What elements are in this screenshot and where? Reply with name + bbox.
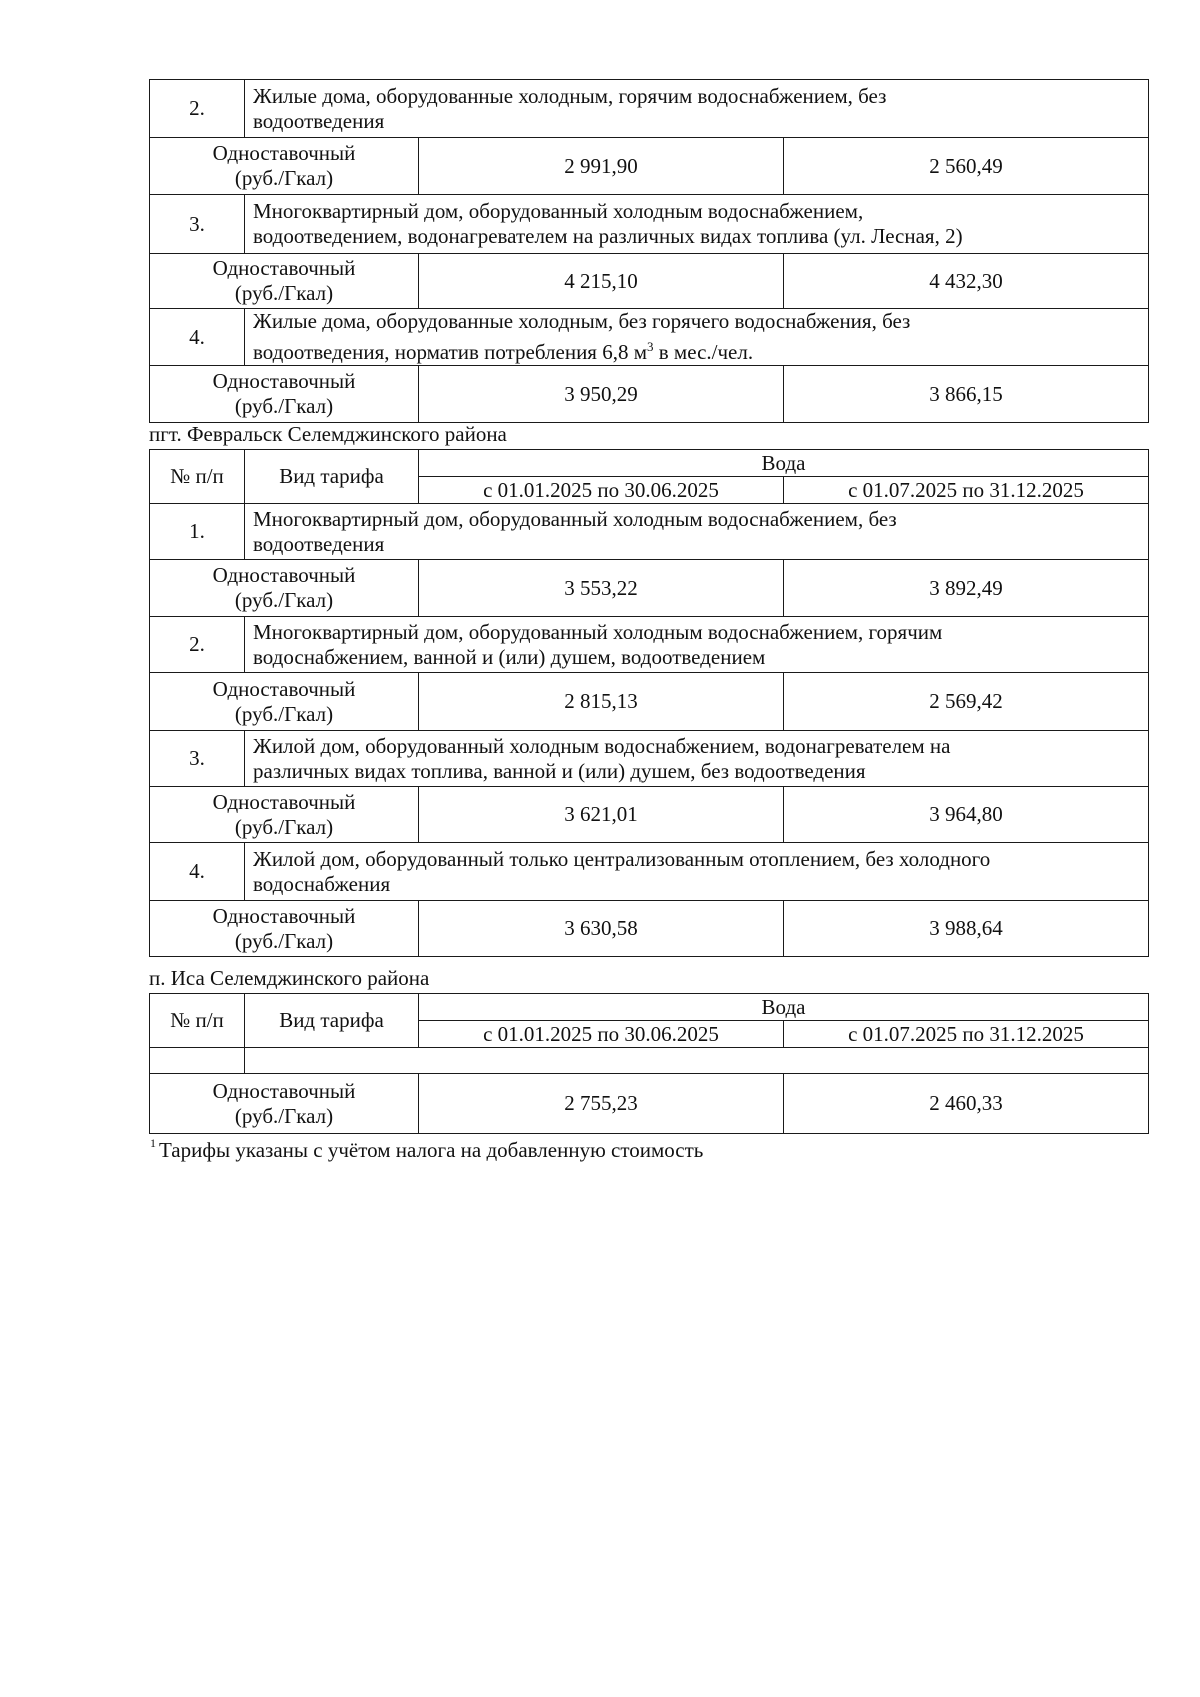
table-row xyxy=(150,366,1149,423)
section-caption-fevralsk: пгт. Февральск Селемджинского района xyxy=(149,422,507,446)
header-tariff-type: Вид тарифа xyxy=(245,994,419,1048)
tariff-value-h1: 2 991,90 xyxy=(419,138,784,195)
table-row xyxy=(150,309,1149,366)
row-number: 2. xyxy=(150,617,245,673)
tariff-type: Одноставочный (руб./Гкал) xyxy=(150,901,419,957)
tariff-value-h2: 3 988,64 xyxy=(784,901,1149,957)
table-row xyxy=(150,80,1149,138)
row-description: Жилой дом, оборудованный только централизованным отоплением, без холодного водоснабжения xyxy=(245,843,1149,901)
tariff-value-h2: 3 866,15 xyxy=(784,366,1149,423)
row-description: Многоквартирный дом, оборудованный холодным водоснабжением, без водоотведения xyxy=(245,504,1149,560)
tariff-value-h2: 2 569,42 xyxy=(784,673,1149,731)
row-description: Жилой дом, оборудованный холодным водоснабжением, водонагревателем на различных видах топлива, ванной и (или) душем, без водоотведения xyxy=(245,731,1149,787)
tariff-value-h2: 2 460,33 xyxy=(784,1074,1149,1134)
table-header-row xyxy=(150,450,1149,477)
header-period-2: с 01.07.2025 по 31.12.2025 xyxy=(784,1021,1149,1048)
tariff-type: Одноставочный (руб./Гкал) xyxy=(150,366,419,423)
footnote-mark: 1 xyxy=(150,1136,156,1150)
footnote xyxy=(150,1136,704,1163)
row-number: 3. xyxy=(150,195,245,254)
header-number: № п/п xyxy=(150,450,245,504)
table-row xyxy=(150,560,1149,617)
table-row xyxy=(150,617,1149,673)
row-number: 4. xyxy=(150,309,245,366)
header-water: Вода xyxy=(419,450,1149,477)
tariff-value-h1: 3 621,01 xyxy=(419,787,784,843)
table-header-row xyxy=(150,994,1149,1021)
tariff-table-isa xyxy=(149,993,1149,1134)
row-number: 4. xyxy=(150,843,245,901)
header-number: № п/п xyxy=(150,994,245,1048)
table-row xyxy=(150,195,1149,254)
row-description: Жилые дома, оборудованные холодным, без горячего водоснабжения, без водоотведения, норматив потребления 6,8 $м^3$ в мес./чел. xyxy=(245,309,1149,366)
table-row xyxy=(150,843,1149,901)
row-description: Жилые дома, оборудованные холодным, горячим водоснабжением, без водоотведения xyxy=(245,80,1149,138)
tariff-value-h1: 3 950,29 xyxy=(419,366,784,423)
row-description: Многоквартирный дом, оборудованный холодным водоснабжением, водоотведением, водонагревателем на различных видах топлива (ул. Лесная, 2) xyxy=(245,195,1149,254)
tariff-value-h1: 2 755,23 xyxy=(419,1074,784,1134)
header-water: Вода xyxy=(419,994,1149,1021)
row-number: 3. xyxy=(150,731,245,787)
tariff-value-h2: 2 560,49 xyxy=(784,138,1149,195)
tariff-type: Одноставочный (руб./Гкал) xyxy=(150,254,419,309)
header-period-2: с 01.07.2025 по 31.12.2025 xyxy=(784,477,1149,504)
empty-cell xyxy=(150,1048,245,1074)
section-caption-isa: п. Иса Селемджинского района xyxy=(149,966,430,990)
tariff-value-h1: 3 630,58 xyxy=(419,901,784,957)
table-row xyxy=(150,673,1149,731)
table-row xyxy=(150,731,1149,787)
tariff-value-h2: 3 892,49 xyxy=(784,560,1149,617)
tariff-type: Одноставочный (руб./Гкал) xyxy=(150,787,419,843)
tariff-value-h2: 3 964,80 xyxy=(784,787,1149,843)
table-row xyxy=(150,138,1149,195)
empty-cell xyxy=(245,1048,1149,1074)
table-row xyxy=(150,254,1149,309)
header-period-1: с 01.01.2025 по 30.06.2025 xyxy=(419,477,784,504)
table-row xyxy=(150,504,1149,560)
tariff-value-h1: 2 815,13 xyxy=(419,673,784,731)
tariff-table-continued xyxy=(149,79,1149,423)
table-row-empty xyxy=(150,1048,1149,1074)
header-period-1: с 01.01.2025 по 30.06.2025 xyxy=(419,1021,784,1048)
row-number: 2. xyxy=(150,80,245,138)
tariff-type: Одноставочный (руб./Гкал) xyxy=(150,673,419,731)
tariff-type: Одноставочный (руб./Гкал) xyxy=(150,1074,419,1134)
table-row xyxy=(150,787,1149,843)
tariff-table-fevralsk xyxy=(149,449,1149,957)
tariff-value-h1: 3 553,22 xyxy=(419,560,784,617)
row-number: 1. xyxy=(150,504,245,560)
footnote-text: Тарифы указаны с учётом налога на добавленную стоимость xyxy=(159,1138,704,1162)
tariff-value-h2: 4 432,30 xyxy=(784,254,1149,309)
table-row xyxy=(150,901,1149,957)
tariff-type: Одноставочный (руб./Гкал) xyxy=(150,138,419,195)
table-row xyxy=(150,1074,1149,1134)
header-tariff-type: Вид тарифа xyxy=(245,450,419,504)
tariff-value-h1: 4 215,10 xyxy=(419,254,784,309)
row-description: Многоквартирный дом, оборудованный холодным водоснабжением, горячим водоснабжением, ванной и (или) душем, водоотведением xyxy=(245,617,1149,673)
tariff-type: Одноставочный (руб./Гкал) xyxy=(150,560,419,617)
